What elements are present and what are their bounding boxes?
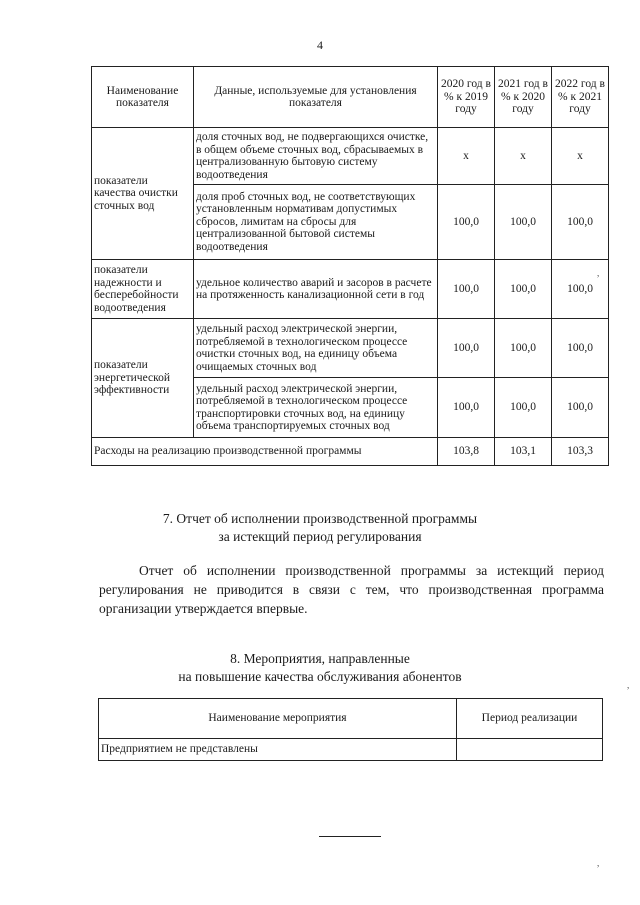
section7-paragraph-text: Отчет об исполнении производственной программы за истекщий период регулирования не приводится в связи с тем, что производственная программа организации утверждается впервые.	[99, 563, 604, 616]
value-2020: 100,0	[438, 319, 495, 378]
value-2021: х	[495, 128, 552, 185]
scan-mark: ,	[597, 858, 600, 868]
header-measure-name: Наименование мероприятия	[99, 699, 457, 739]
total-label: Расходы на реализацию производственной программы	[92, 438, 438, 466]
total-2022: 103,3	[552, 438, 609, 466]
table-row	[92, 260, 609, 319]
measures-table	[98, 698, 603, 761]
table-header-row	[92, 67, 609, 128]
total-2021: 103,1	[495, 438, 552, 466]
header-2022: 2022 год в % к 2021 году	[552, 67, 609, 128]
section7-title-line1: 7. Отчет об исполнении производственной программы	[162, 511, 478, 526]
table-row	[99, 739, 603, 761]
table-row	[92, 319, 609, 378]
value-2022: 100,0	[552, 319, 609, 378]
section8-title-line2: на повышение качества обслуживания абонентов	[178, 669, 462, 684]
section7-paragraph	[99, 561, 604, 618]
total-row	[92, 438, 609, 466]
indicators-table	[91, 66, 609, 466]
header-period: Период реализации	[457, 699, 603, 739]
table-row	[92, 128, 609, 185]
measures-header-row	[99, 699, 603, 739]
measure-period	[457, 739, 603, 761]
value-2021: 100,0	[495, 185, 552, 260]
scan-mark: ,	[627, 680, 630, 690]
row-data: доля проб сточных вод, не соответствующих установленным нормативам допустимых сбросов, лимитам на сбросы для централизованной бытовой системы водоотведения	[194, 185, 438, 260]
value-2021: 100,0	[495, 260, 552, 319]
row-data: удельный расход электрической энергии, потребляемой в технологическом процессе очистки сточных вод, на единицу объема очищаемых сточных вод	[194, 319, 438, 378]
group-name-reliability: показатели надежности и бесперебойности водоотведения	[92, 260, 194, 319]
value-2021: 100,0	[495, 319, 552, 378]
group-name-quality: показатели качества очистки сточных вод	[92, 128, 194, 260]
value-2020: 100,0	[438, 185, 495, 260]
scan-mark: ,	[597, 268, 600, 278]
header-indicator-name: Наименование показателя	[92, 67, 194, 128]
value-2022: 100,0	[552, 378, 609, 438]
value-2022: 100,0	[552, 260, 609, 319]
header-2021: 2021 год в % к 2020 году	[495, 67, 552, 128]
row-data: удельное количество аварий и засоров в расчете на протяженность канализационной сети в год	[194, 260, 438, 319]
total-2020: 103,8	[438, 438, 495, 466]
value-2020: х	[438, 128, 495, 185]
header-source-data: Данные, используемые для установления показателя	[194, 67, 438, 128]
value-2020: 100,0	[438, 260, 495, 319]
section8-title-line1: 8. Мероприятия, направленные	[230, 651, 410, 666]
section7-title-line2: за истекщий период регулирования	[218, 529, 422, 544]
value-2022: 100,0	[552, 185, 609, 260]
header-2020: 2020 год в % к 2019 году	[438, 67, 495, 128]
value-2022: х	[552, 128, 609, 185]
page-number: 4	[317, 38, 323, 52]
footer-divider	[319, 836, 381, 837]
row-data: удельный расход электрической энергии, потребляемой в технологическом процессе транспортировки сточных вод, на единицу объема транспортируемых сточных вод	[194, 378, 438, 438]
row-data: доля сточных вод, не подвергающихся очистке, в общем объеме сточных вод, сбрасываемых в централизованную бытовую систему водоотведения	[194, 128, 438, 185]
value-2021: 100,0	[495, 378, 552, 438]
group-name-energy: показатели энергетической эффективности	[92, 319, 194, 438]
value-2020: 100,0	[438, 378, 495, 438]
measure-name: Предприятием не представлены	[99, 739, 457, 761]
